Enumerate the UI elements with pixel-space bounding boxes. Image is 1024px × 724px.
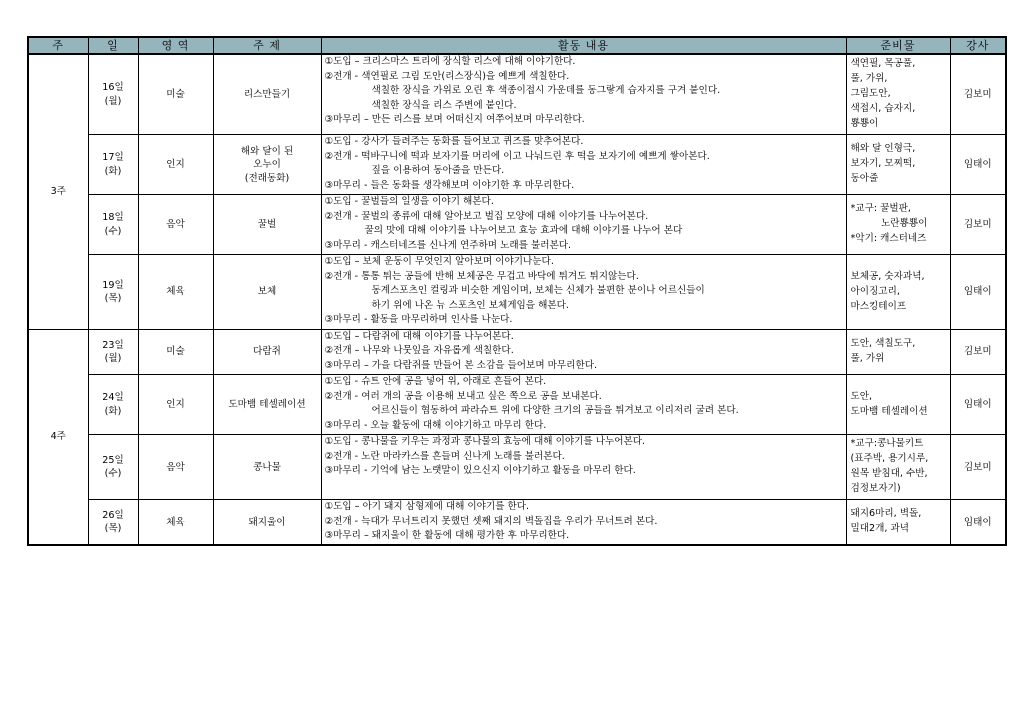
day-cell (88, 329, 138, 375)
topic-cell (213, 375, 321, 435)
prep-cell (846, 195, 950, 255)
schedule-row (28, 375, 1006, 435)
day-of-week: (목) (104, 523, 122, 535)
prep-line: *교구: 꿀벌판, (850, 203, 911, 215)
area-cell: 미술 (138, 329, 213, 375)
day-date: 17일 (102, 152, 124, 164)
activity-line: ②전개 - 노란 마라카스를 흔들며 신나게 노래를 불러본다. (324, 450, 565, 462)
activity-line: 짚을 이용하여 동아줄을 만든다. (371, 165, 505, 177)
day-date: 19일 (102, 279, 124, 291)
day-cell (88, 255, 138, 330)
schedule-row (28, 500, 1006, 546)
header-teacher: 강사 (950, 37, 1006, 54)
teacher-cell: 임태이 (950, 255, 1006, 330)
prep-line: 아이징고리, (850, 285, 900, 297)
topic-line: 해와 달이 된 (240, 145, 294, 157)
activity-line: ③마무리 – 가을 다람쥐를 만들어 본 소감을 들어보며 마무리한다. (324, 359, 598, 371)
day-date: 24일 (102, 392, 124, 404)
schedule-row (28, 435, 1006, 500)
activity-line: ③마무리 - 캐스터네즈를 신나게 연주하며 노래를 불러본다. (324, 239, 572, 251)
activity-line: 색칠한 장식을 가위로 오린 후 색종이접시 가운데를 동그랗게 습자지를 구겨 붙인다. (371, 85, 721, 97)
prep-line: 해와 달 인형극, (850, 143, 916, 155)
activity-line: ①도입 - 슈트 안에 공을 넣어 위, 아래로 흔들어 본다. (324, 376, 547, 388)
prep-cell (846, 435, 950, 500)
prep-line: 풀, 가위, (850, 73, 888, 85)
prep-cell (846, 255, 950, 330)
day-of-week: (화) (104, 405, 122, 417)
topic-cell (213, 435, 321, 500)
prep-cell (846, 329, 950, 375)
teacher-cell: 임태이 (950, 500, 1006, 546)
prep-line: 원목 받침대, 수반, (850, 468, 928, 480)
activity-line: 꿀의 맛에 대해 이야기를 나누어보고 효능 효과에 대해 이야기를 나누어 본다 (364, 225, 683, 237)
area-cell: 음악 (138, 435, 213, 500)
area-cell: 인지 (138, 375, 213, 435)
day-cell (88, 135, 138, 195)
day-date: 25일 (102, 454, 124, 466)
activity-line: ③마무리 - 오늘 활동에 대해 이야기하고 마무리 한다. (324, 419, 547, 431)
topic-line: 꿀벌 (257, 219, 277, 231)
week-label: 4주 (50, 431, 66, 443)
prep-cell (846, 375, 950, 435)
activity-line: ②전개 - 색연필로 그림 도안(리스장식)을 예쁘게 색칠한다. (324, 70, 570, 82)
topic-line: 도마뱀 테셀레이션 (228, 399, 306, 411)
prep-line: 뿅뿅이 (850, 118, 879, 130)
activity-cell (321, 500, 846, 546)
activity-line: ①도입 - 콩나물을 키우는 과정과 콩나물의 효능에 대해 이야기를 나누어본다. (324, 436, 646, 448)
prep-line: 도마뱀 테셀레이션 (850, 405, 928, 417)
topic-line: 리스만들기 (243, 89, 291, 101)
week-label-cell (28, 54, 88, 329)
prep-cell (846, 500, 950, 546)
teacher-cell: 김보미 (950, 195, 1006, 255)
topic-cell (213, 255, 321, 330)
area-cell: 미술 (138, 54, 213, 135)
prep-line: 색연필, 목공풀, (850, 58, 916, 70)
teacher-cell: 김보미 (950, 329, 1006, 375)
activity-line: ①도입 – 크리스마스 트리에 장식할 리스에 대해 이야기한다. (324, 56, 576, 68)
activity-line: ③마무리 - 활동을 마무리하며 인사를 나눈다. (324, 314, 513, 326)
prep-line: 마스킹테이프 (850, 300, 907, 312)
day-of-week: (수) (104, 468, 122, 480)
prep-cell (846, 135, 950, 195)
prep-line: 밀대2개, 과녁 (850, 523, 910, 535)
activity-line: ①도입 - 강사가 들려주는 동화를 들어보고 퀴즈를 맞추어본다. (324, 136, 584, 148)
activity-line: ③마무리 – 돼지울이 한 활동에 대해 평가한 후 마무리한다. (324, 530, 570, 542)
prep-line: 보자기, 모찌떡, (850, 158, 916, 170)
activity-line: ②전개 - 통통 튀는 공들에 반해 보체공은 무겁고 바닥에 튀겨도 튀지않는다. (324, 270, 639, 282)
topic-cell (213, 135, 321, 195)
topic-line: 오누이 (253, 159, 281, 171)
activity-line: ①도입 - 꿀벌들의 일생을 이야기 해본다. (324, 196, 494, 208)
header-week: 주 (28, 37, 88, 54)
schedule-row (28, 329, 1006, 375)
day-cell (88, 500, 138, 546)
topic-line: 다람쥐 (253, 346, 281, 358)
day-of-week: (목) (104, 293, 122, 305)
activity-line: ①도입 – 보체 운동이 무엇인지 알아보며 이야기나눈다. (324, 256, 554, 268)
day-of-week: (월) (104, 353, 122, 365)
day-date: 26일 (102, 509, 124, 521)
area-cell: 체육 (138, 500, 213, 546)
prep-line: (표주박, 용기시루, (850, 453, 929, 465)
topic-cell (213, 195, 321, 255)
header-day: 일 (88, 37, 138, 54)
topic-line: (전래동화) (244, 172, 290, 184)
schedule-row (28, 54, 1006, 135)
topic-line: 콩나물 (253, 461, 281, 473)
header-prep: 준비물 (846, 37, 950, 54)
activity-line: ②전개 - 늑대가 무너트리지 못했던 셋째 돼지의 벽돌집을 우리가 무너트려 본다. (324, 515, 658, 527)
activity-cell (321, 54, 846, 135)
schedule-row (28, 195, 1006, 255)
prep-line: 보체공, 숫자과녁, (850, 270, 925, 282)
prep-line: 그림도안, (850, 88, 891, 100)
schedule-row (28, 135, 1006, 195)
activity-line: ①도입 – 다람쥐에 대해 이야기를 나누어본다. (324, 330, 514, 342)
area-cell: 음악 (138, 195, 213, 255)
day-of-week: (수) (104, 225, 122, 237)
header-topic: 주 제 (213, 37, 321, 54)
activity-line: 하기 위에 나온 뉴 스포츠인 보체게임을 해본다. (371, 299, 569, 311)
activity-cell (321, 375, 846, 435)
schedule-table (27, 36, 1007, 546)
header-area: 영 역 (138, 37, 213, 54)
teacher-cell: 김보미 (950, 435, 1006, 500)
day-date: 23일 (102, 339, 124, 351)
activity-line: ②전개 - 꿀벌의 종류에 대해 알아보고 벌집 모양에 대해 이야기를 나누어본다. (324, 210, 649, 222)
activity-line: ②전개 – 나무와 나뭇잎을 자유롭게 색칠한다. (324, 345, 514, 357)
area-cell: 체육 (138, 255, 213, 330)
topic-cell (213, 329, 321, 375)
prep-line: 도안, (850, 390, 873, 402)
topic-cell (213, 500, 321, 546)
prep-line: 돼지6마리, 벽돌, (850, 508, 922, 520)
area-cell: 인지 (138, 135, 213, 195)
activity-cell (321, 435, 846, 500)
day-cell (88, 375, 138, 435)
day-cell (88, 195, 138, 255)
topic-cell (213, 54, 321, 135)
teacher-cell: 임태이 (950, 135, 1006, 195)
activity-line: 동계스포츠인 컬링과 비슷한 게임이며, 보체는 신체가 불편한 분이나 어르신들이 (371, 285, 705, 297)
activity-cell (321, 329, 846, 375)
activity-line: ③마무리 - 기억에 남는 노랫말이 있으신지 이야기하고 활동을 마무리 한다. (324, 465, 636, 477)
activity-line: 어르신들이 협동하여 파라슈트 위에 다양한 크기의 공들을 튀겨보고 이리저리 굴려 본다. (371, 405, 739, 417)
activity-cell (321, 255, 846, 330)
prep-line: 풀, 가위 (850, 353, 885, 365)
teacher-cell: 김보미 (950, 54, 1006, 135)
week-label: 3주 (50, 186, 66, 198)
activity-line: ③마무리 – 만든 리스를 보며 어떠신지 여쭈어보며 마무리한다. (324, 114, 585, 126)
activity-line: 색칠한 장식을 리스 주변에 붙인다. (371, 99, 517, 111)
topic-line: 보체 (257, 286, 277, 298)
day-date: 18일 (102, 212, 124, 224)
header-row (28, 37, 1006, 54)
header-content: 활동 내용 (321, 37, 846, 54)
teacher-cell: 임태이 (950, 375, 1006, 435)
prep-line: 도안, 색칠도구, (850, 338, 916, 350)
activity-line: ①도입 – 아기 돼지 삼형제에 대해 이야기를 한다. (324, 501, 530, 513)
prep-line: 노란뿅뿅이 (850, 218, 928, 230)
activity-line: ③마무리 - 들은 동화를 생각해보며 이야기한 후 마무리한다. (324, 179, 575, 191)
prep-line: 색접시, 습자지, (850, 103, 916, 115)
activity-cell (321, 195, 846, 255)
schedule-body (28, 54, 1006, 545)
prep-line: 검정보자기) (850, 483, 901, 495)
day-date: 16일 (102, 82, 124, 94)
activity-line: ②전개 - 여러 개의 공을 이용해 보내고 싶은 쪽으로 공을 보내본다. (324, 390, 602, 402)
schedule-row (28, 255, 1006, 330)
topic-line: 돼지울이 (248, 516, 286, 528)
prep-line: *악기: 캐스터네즈 (850, 233, 927, 245)
day-of-week: (월) (104, 95, 122, 107)
activity-line: ②전개 - 떡바구니에 떡과 보자기를 머리에 이고 나눠드린 후 떡을 보자기에 예쁘게 쌓아본다. (324, 150, 710, 162)
week-label-cell (28, 329, 88, 545)
day-cell (88, 54, 138, 135)
prep-cell (846, 54, 950, 135)
day-cell (88, 435, 138, 500)
prep-line: 동아줄 (850, 173, 879, 185)
prep-line: *교구:콩나물키트 (850, 438, 924, 450)
activity-cell (321, 135, 846, 195)
day-of-week: (화) (104, 165, 122, 177)
